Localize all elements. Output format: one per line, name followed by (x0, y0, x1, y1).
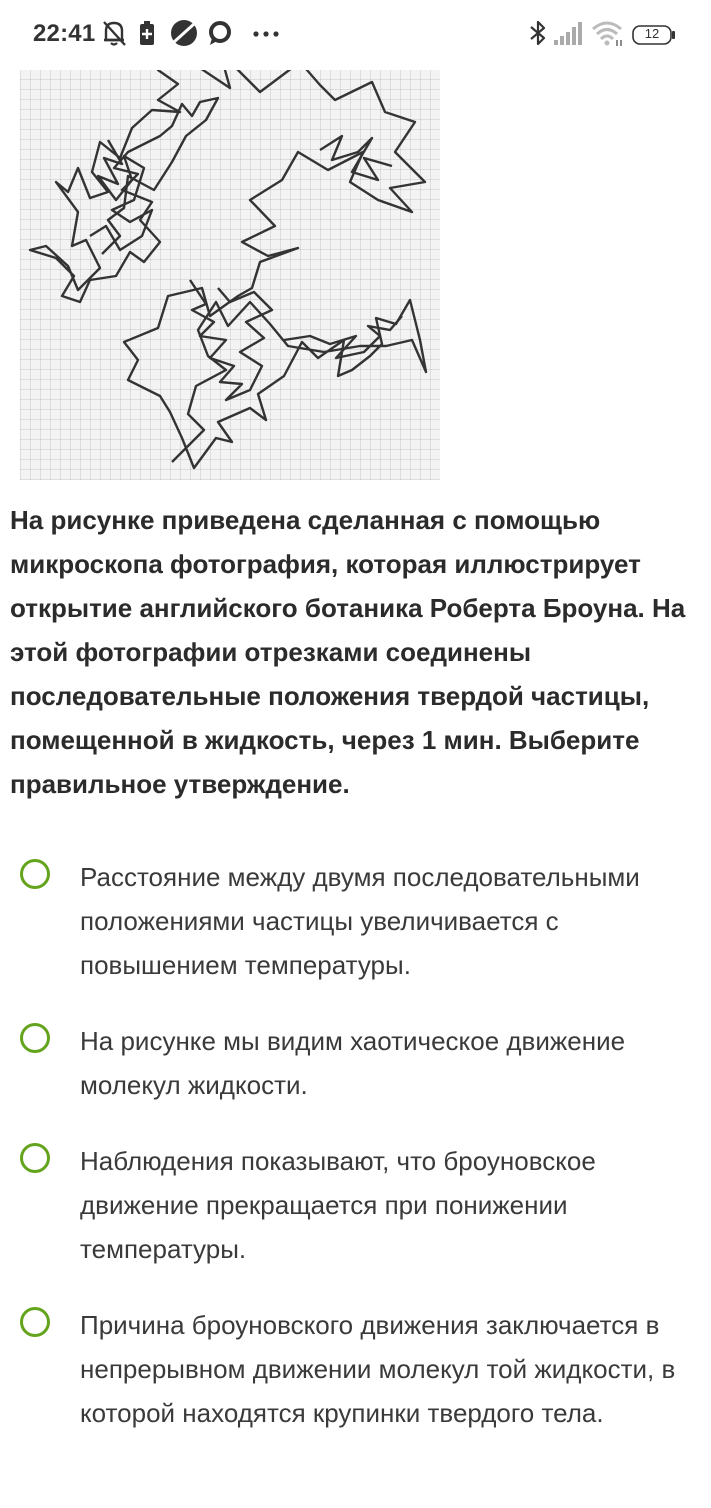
status-bar (0, 0, 711, 70)
status-time: 22:41 (33, 20, 96, 47)
radio-circle-icon[interactable] (20, 1307, 50, 1337)
answer-option-label: На рисунке мы видим хаотическое движение молекул жидкости. (80, 1026, 626, 1100)
question-text: На рисунке приведена сделанная с помощью микроскопа фотография, которая иллюстрирует открытие английского ботаника Роберта Броуна. На этой фотографии отрезками соединены последовательные положения твердой частицы, помещенной в жидкость, через 1 мин. Выберите правильное утверждение. (10, 505, 686, 799)
wifi-icon (591, 18, 625, 48)
answer-option-label: Причина броуновского движения заключается в непрерывном движении молекул той жидкости, в которой находятся крупинки твердого тела. (80, 1310, 676, 1428)
brownian-trajectory-icon (20, 40, 440, 480)
chat-icon (207, 18, 233, 48)
answer-option-label: Расстояние между двумя последовательными положениями частицы увеличивается с повышением температуры. (80, 862, 640, 980)
signal-icon (553, 18, 585, 48)
brownian-motion-photo (20, 40, 440, 480)
radio-circle-icon[interactable] (20, 1023, 50, 1053)
app-icon (169, 18, 199, 48)
battery-icon (632, 25, 676, 45)
answer-option-2[interactable] (0, 1019, 711, 1107)
answer-option-3[interactable] (0, 1139, 711, 1271)
battery-level: 12 (644, 26, 660, 41)
more-dots-icon (252, 18, 282, 48)
bell-off-icon (101, 18, 127, 48)
bluetooth-icon (527, 18, 549, 48)
answer-option-4[interactable] (0, 1303, 711, 1435)
battery-saver-icon (138, 18, 156, 48)
answer-options (0, 855, 711, 1467)
answer-option-1[interactable] (0, 855, 711, 987)
radio-circle-icon[interactable] (20, 1143, 50, 1173)
answer-option-label: Наблюдения показывают, что броуновское движение прекращается при понижении температуры. (80, 1146, 596, 1264)
radio-circle-icon[interactable] (20, 859, 50, 889)
